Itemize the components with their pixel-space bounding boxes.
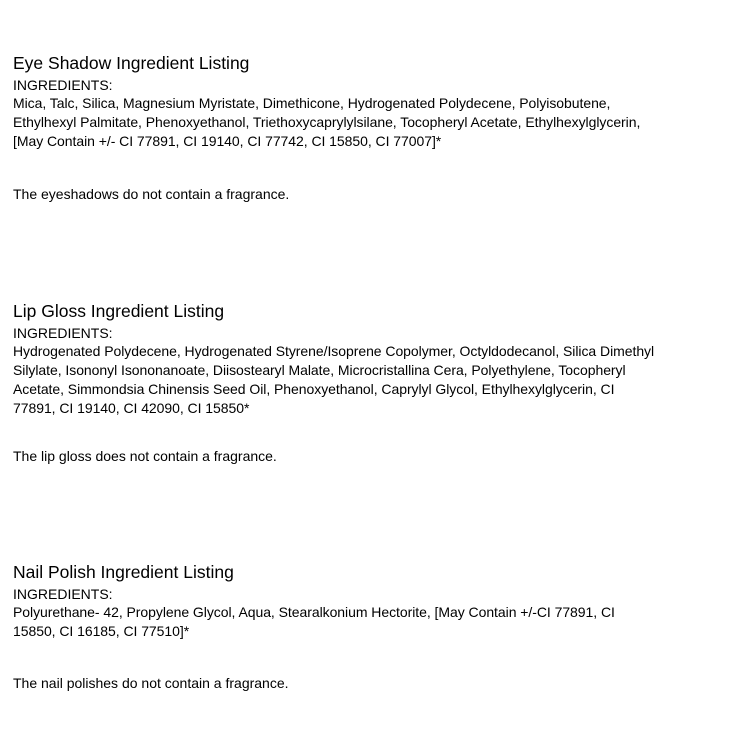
lip-gloss-ingredients [13,342,743,418]
nail-polish-ingredients-label: INGREDIENTS: [13,586,113,602]
eye-shadow-ingredients [13,94,743,151]
nail-polish-ingredients-line: 15850, CI 16185, CI 77510]* [13,623,190,639]
nail-polish-ingredients-line: Polyurethane- 42, Propylene Glycol, Aqua, Stearalkonium Hectorite, [May Contain +/-CI 77891, CI [13,604,615,620]
eye-shadow-title: Eye Shadow Ingredient Listing [13,53,250,73]
eye-shadow-ingredients-line: Mica, Talc, Silica, Magnesium Myristate, Dimethicone, Hydrogenated Polydecene, Polyisobutene, [13,95,611,111]
lip-gloss-ingredients-line: Acetate, Simmondsia Chinensis Seed Oil, Phenoxyethanol, Caprylyl Glycol, Ethylhexylglycerin, CI [13,381,615,397]
nail-polish-section [13,562,743,641]
eye-shadow-ingredients-label: INGREDIENTS: [13,77,113,93]
nail-polish-fragrance-note: The nail polishes do not contain a fragrance. [13,675,289,691]
lip-gloss-ingredients-line: Silylate, Isononyl Isononanoate, Diisostearyl Malate, Microcristallina Cera, Polyethylene, Tocopheryl [13,362,626,378]
eye-shadow-fragrance-note: The eyeshadows do not contain a fragrance. [13,186,290,202]
eye-shadow-ingredients-line: Ethylhexyl Palmitate, Phenoxyethanol, Triethoxycaprylylsilane, Tocopheryl Acetate, Ethylhexylglycerin, [13,114,641,130]
eye-shadow-ingredients-line: [May Contain +/- CI 77891, CI 19140, CI 77742, CI 15850, CI 77007]* [13,133,442,149]
nail-polish-title: Nail Polish Ingredient Listing [13,562,234,582]
lip-gloss-ingredients-line: Hydrogenated Polydecene, Hydrogenated Styrene/Isoprene Copolymer, Octyldodecanol, Silica Dimethyl [13,343,655,359]
lip-gloss-fragrance-note: The lip gloss does not contain a fragrance. [13,448,277,464]
lip-gloss-title: Lip Gloss Ingredient Listing [13,301,225,321]
lip-gloss-ingredients-label: INGREDIENTS: [13,325,113,341]
lip-gloss-ingredients-line: 77891, CI 19140, CI 42090, CI 15850* [13,400,250,416]
lip-gloss-section [13,301,743,418]
eye-shadow-section [13,53,743,151]
nail-polish-ingredients [13,603,743,641]
